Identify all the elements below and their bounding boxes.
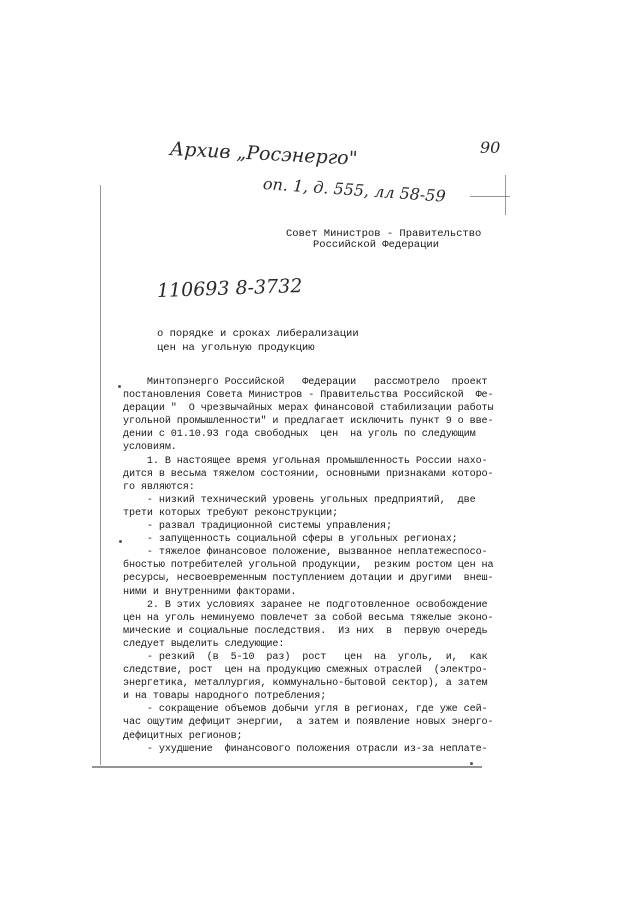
body-line: мические и социальные последствия. Из них в первую очередь — [123, 625, 488, 637]
body-line: - запущенность социальной сферы в угольных регионах; — [123, 534, 458, 546]
scan-margin-line — [100, 185, 101, 765]
body-line: цен на уголь неминуемо повлечет за собой весьма тяжелые эконо- — [123, 612, 494, 624]
body-line: бностью потребителей угольной продукции, резким ростом цен на — [123, 560, 494, 572]
body-line: энергетика, металлургия, коммунально-бытовой сектор), а затем — [123, 678, 488, 690]
body-line: 2. В этих условиях заранее не подготовленное освобождение — [123, 599, 488, 611]
scan-edge-line — [505, 175, 506, 215]
body-line: угольной промышленности" и предлагает исключить пункт 9 о вве- — [123, 416, 494, 428]
letter-body — [123, 376, 494, 756]
body-line: час ощутим дефицит энергии, а затем и появление новых энерго- — [123, 717, 494, 729]
body-line: - сокращение объемов добычи угля в регионах, где уже сей- — [123, 704, 488, 716]
page-number-handwritten: 90 — [480, 138, 501, 157]
body-line: ними и внутренними факторами. — [123, 586, 297, 598]
body-line: условиям. — [123, 442, 177, 454]
body-line: трети которых требуют реконструкции; — [123, 507, 339, 519]
body-line: ресурсы, несвоевременным поступлением дотации и другими внеш- — [123, 573, 494, 585]
body-line: - резкий (в 5-10 раз) рост цен на уголь, и, как — [123, 651, 488, 663]
archive-stamp-line2: оп. 1, д. 555, лл 58-59 — [262, 174, 447, 206]
body-line: - развал традиционной системы управления; — [123, 521, 392, 533]
body-line: дится в весьма тяжелом состоянии, основными признаками которо- — [123, 468, 494, 480]
scan-speck — [118, 385, 121, 388]
scan-edge-line — [470, 196, 510, 197]
scan-speck — [119, 540, 122, 543]
body-line: следствие, рост цен на продукцию смежных отраслей (электро- — [123, 665, 488, 677]
body-line: постановления Совета Министров - Правительства Российской Фе- — [123, 390, 494, 402]
body-line: - тяжелое финансовое положение, вызванное неплатежеспосо- — [123, 547, 488, 559]
subject-line: цен на угольную продукцию — [157, 342, 315, 354]
body-line: Минтопэнерго Российской Федерации рассмотрело проект — [123, 377, 488, 388]
addressee-line: Российской Федерации — [312, 239, 440, 251]
body-line: го являются: — [123, 481, 195, 493]
body-line: дерации " О чрезвычайных мерах финансовой стабилизации работы — [123, 403, 494, 415]
body-line: следует выделить следующие: — [123, 638, 285, 650]
subject-line: о порядке и сроках либерализации — [157, 328, 359, 340]
addressee-line: Совет Министров - Правительство — [286, 228, 482, 240]
scan-speck — [470, 762, 473, 765]
scan-edge-line — [92, 766, 482, 768]
registration-number: 110693 8-3732 — [156, 274, 303, 302]
body-line: - низкий технический уровень угольных предприятий, две — [123, 494, 476, 506]
body-line: 1. В настоящее время угольная промышленность России нахо- — [123, 455, 488, 467]
archive-stamp-line1: Архив „Росэнерго" — [169, 138, 358, 170]
body-line: дении с 01.10.93 года свободных цен на уголь по следующим — [123, 429, 476, 441]
body-line: - ухудшение финансового положения отрасли из-за неплате- — [123, 743, 488, 755]
body-line: дефицитных регионов; — [123, 730, 243, 742]
body-line: и на товары народного потребления; — [123, 691, 327, 703]
